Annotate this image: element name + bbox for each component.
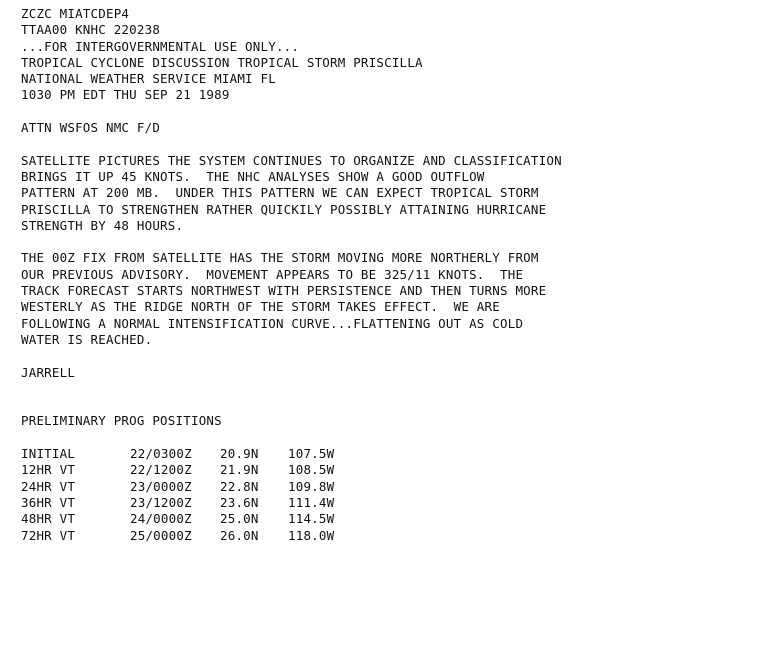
prog-longitude: 118.0W [288,527,335,543]
text-line: TRACK FORECAST STARTS NORTHWEST WITH PERSISTENCE AND THEN TURNS MORE [21,283,547,299]
text-line: THE 00Z FIX FROM SATELLITE HAS THE STORM MOVING MORE NORTHERLY FROM [21,250,539,266]
prog-time: 25/0000Z [130,527,192,543]
document-title: TROPICAL CYCLONE DISCUSSION TROPICAL STORM PRISCILLA [21,54,423,70]
prog-label: 12HR VT [21,462,76,478]
forecaster-signature: JARRELL [21,364,76,380]
prog-latitude: 21.9N [220,462,259,478]
prog-latitude: 25.0N [220,511,259,527]
prog-longitude: 109.8W [288,478,335,494]
prog-latitude: 23.6N [220,494,259,510]
text-line: WATER IS REACHED. [21,331,153,347]
discussion-paragraph-1 [21,153,751,234]
prog-positions-table [21,446,751,544]
prog-row [21,495,751,511]
prog-row [21,479,751,495]
text-line: PRISCILLA TO STRENGTHEN RATHER QUICKILY POSSIBLY ATTAINING HURRICANE [21,201,547,217]
prog-time: 23/1200Z [130,494,192,510]
text-line: PATTERN AT 200 MB. UNDER THIS PATTERN WE CAN EXPECT TROPICAL STORM [21,185,539,201]
prog-latitude: 26.0N [220,527,259,543]
prog-longitude: 108.5W [288,462,335,478]
prog-latitude: 20.9N [220,446,259,462]
prog-row [21,446,751,462]
prog-row [21,528,751,544]
issuing-office: NATIONAL WEATHER SERVICE MIAMI FL [21,71,276,87]
prog-time: 22/1200Z [130,462,192,478]
text-line: FOLLOWING A NORMAL INTENSIFICATION CURVE...FLATTENING OUT AS COLD [21,315,524,331]
text-line: OUR PREVIOUS ADVISORY. MOVEMENT APPEARS TO BE 325/11 KNOTS. THE [21,266,524,282]
message-header [21,6,751,104]
discussion-document [21,6,751,544]
prog-label: 36HR VT [21,494,76,510]
prog-longitude: 107.5W [288,446,335,462]
prog-label: 24HR VT [21,478,76,494]
header-line: ...FOR INTERGOVERNMENTAL USE ONLY... [21,38,300,54]
text-line: SATELLITE PICTURES THE SYSTEM CONTINUES TO ORGANIZE AND CLASSIFICATION [21,152,562,168]
prog-row [21,511,751,527]
prog-longitude: 114.5W [288,511,335,527]
prog-longitude: 111.4W [288,494,335,510]
prog-label: 72HR VT [21,527,76,543]
prog-label: 48HR VT [21,511,76,527]
issue-time: 1030 PM EDT THU SEP 21 1989 [21,87,230,103]
header-line: TTAA00 KNHC 220238 [21,22,161,38]
prog-row [21,462,751,478]
prog-label: INITIAL [21,446,76,462]
prog-latitude: 22.8N [220,478,259,494]
text-line: WESTERLY AS THE RIDGE NORTH OF THE STORM TAKES EFFECT. WE ARE [21,299,500,315]
header-line: ZCZC MIATCDEP4 [21,6,130,21]
prog-time: 24/0000Z [130,511,192,527]
prog-positions-title: PRELIMINARY PROG POSITIONS [21,413,222,429]
attention-line: ATTN WSFOS NMC F/D [21,120,161,136]
text-line: STRENGTH BY 48 HOURS. [21,217,184,233]
discussion-paragraph-2 [21,250,751,348]
prog-time: 22/0300Z [130,446,192,462]
prog-time: 23/0000Z [130,478,192,494]
text-line: BRINGS IT UP 45 KNOTS. THE NHC ANALYSES SHOW A GOOD OUTFLOW [21,168,485,184]
